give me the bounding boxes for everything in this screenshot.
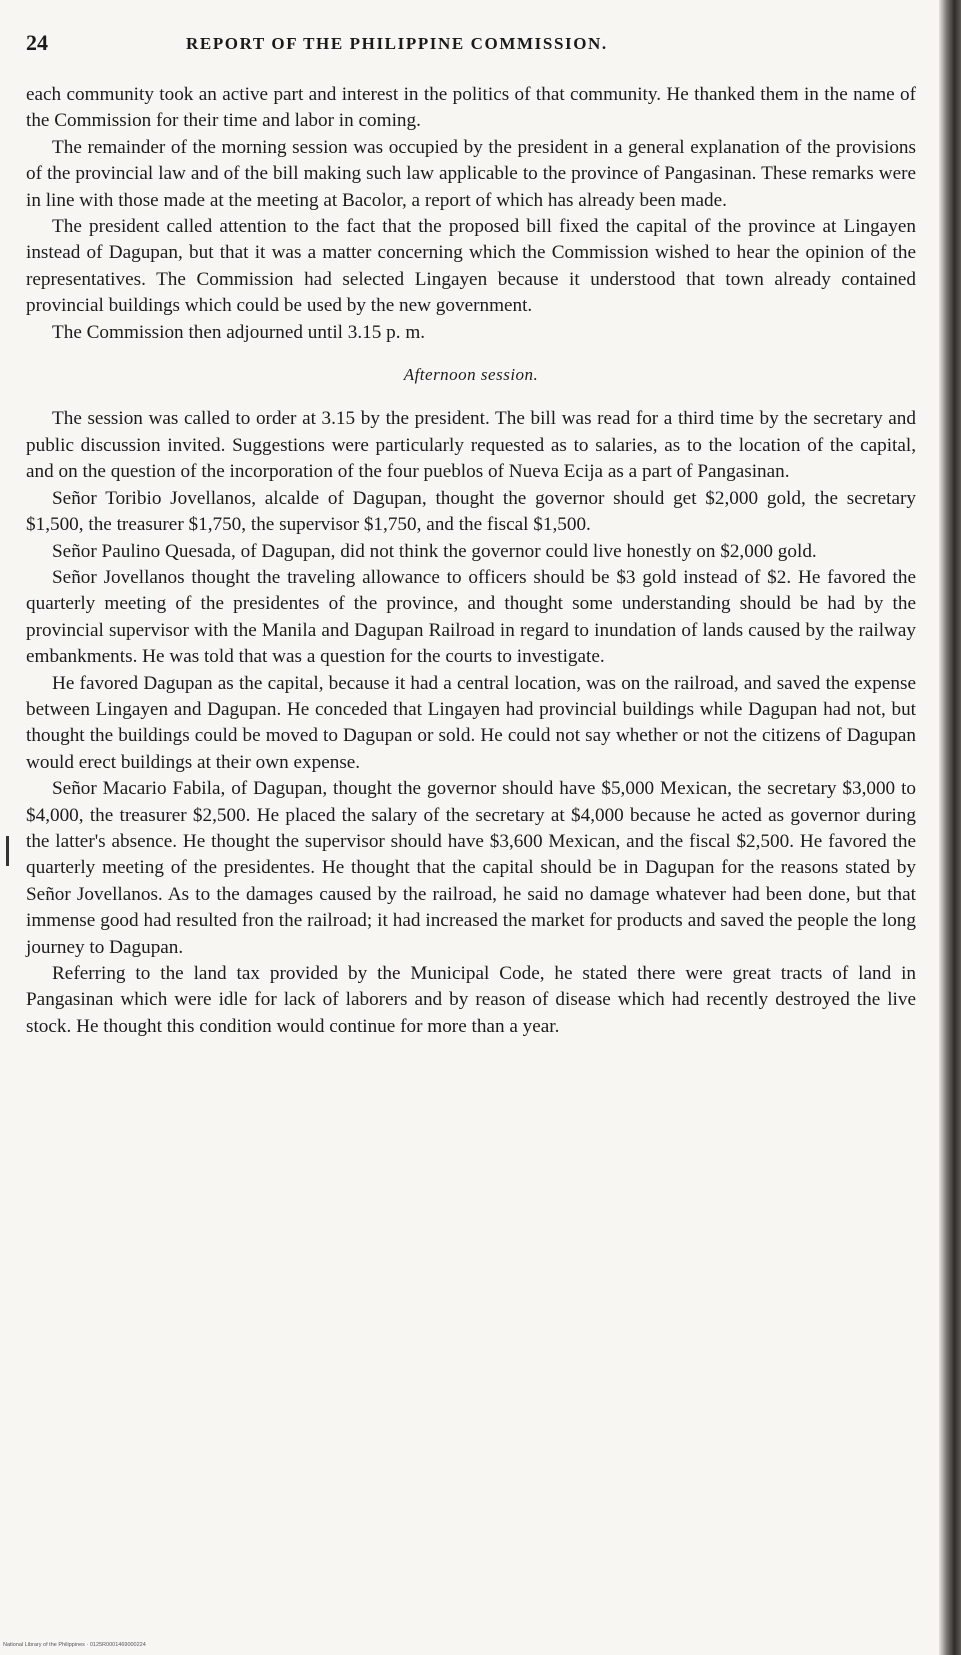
running-title: REPORT OF THE PHILIPPINE COMMISSION. [186,34,608,53]
scan-mark [6,836,9,866]
paragraph: each community took an active part and interest in the politics of that community. He thanked them in the name of the Commission for their time and labor in coming. [26,84,916,132]
paragraph: The president called attention to the fact that the proposed bill fixed the capital of the province at Lingayen instead of Dagupan, but that it was a matter concerning which the Commission wished to hear the opinion of the representatives. The Commission had selected Lingayen because it understood that town already contained provincial buildings which could be used by the new government. [26,216,916,317]
body-text [26,82,916,1040]
paragraph: The session was called to order at 3.15 by the president. The bill was read for a third time by the secretary and public discussion invited. Suggestions were particularly requested as to salaries, as to the location of the capital, and on the question of the incorporation of the four pueblos of Nueva Ecija as a part of Pangasinan. [26,408,916,483]
paragraph: Señor Macario Fabila, of Dagupan, thought the governor should have $5,000 Mexican, the secretary $3,000 to $4,000, the treasurer $2,500. He placed the salary of the secretary at $4,000 because he acted as governor during the latter's absence. He thought the supervisor should have $3,600 Mexican, and the fiscal $2,500. He favored the quarterly meeting of the presidentes. He thought that the capital should be in Dagupan for the reasons stated by Señor Jovellanos. As to the damages caused by the railroad, he said no damage whatever had been done, but that immense good had resulted fron the railroad; it had increased the market for products and saved the people the long journey to Dagupan. [26,778,916,958]
scan-footer: National Library of the Philippines · 0125R0001469000224 [3,1642,146,1648]
page-number: 24 [26,30,48,55]
paragraph: He favored Dagupan as the capital, because it had a central location, was on the railroad, and saved the expense between Lingayen and Dagupan. He conceded that Lingayen had provincial buildings while Dagupan had not, but thought the buildings could be moved to Dagupan or sold. He could not say whether or not the citizens of Dagupan would erect buildings at their own expense. [26,672,916,773]
page-edge-shadow [939,0,961,1655]
paragraph: Señor Paulino Quesada, of Dagupan, did not think the governor could live honestly on $2,000 gold. [52,540,817,562]
paragraph: The Commission then adjourned until 3.15 p. m. [52,321,426,343]
page-header [26,30,921,62]
paragraph: Señor Toribio Jovellanos, alcalde of Dagupan, thought the governor should get $2,000 gold, the secretary $1,500, the treasurer $1,750, the supervisor $1,750, and the fiscal $1,500. [26,487,916,536]
paragraph: The remainder of the morning session was occupied by the president in a general explanation of the provisions of the provincial law and of the bill making such law applicable to the province of Pangasinan. These remarks were in line with those made at the meeting at Bacolor, a report of which has already been made. [26,136,916,211]
section-heading: Afternoon session. [403,365,539,385]
paragraph: Referring to the land tax provided by the Municipal Code, he stated there were great tracts of land in Pangasinan which were idle for lack of laborers and by reason of disease which had recently destroyed the live stock. He thought this condition would continue for more than a year. [26,963,916,1037]
paragraph: Señor Jovellanos thought the traveling allowance to officers should be $3 gold instead of $2. He favored the quarterly meeting of the presidentes of the province, and thought some understanding should be had by the provincial supervisor with the Manila and Dagupan Railroad in regard to inundation of lands caused by the railway embankments. He was told that was a question for the courts to investigate. [26,566,916,668]
